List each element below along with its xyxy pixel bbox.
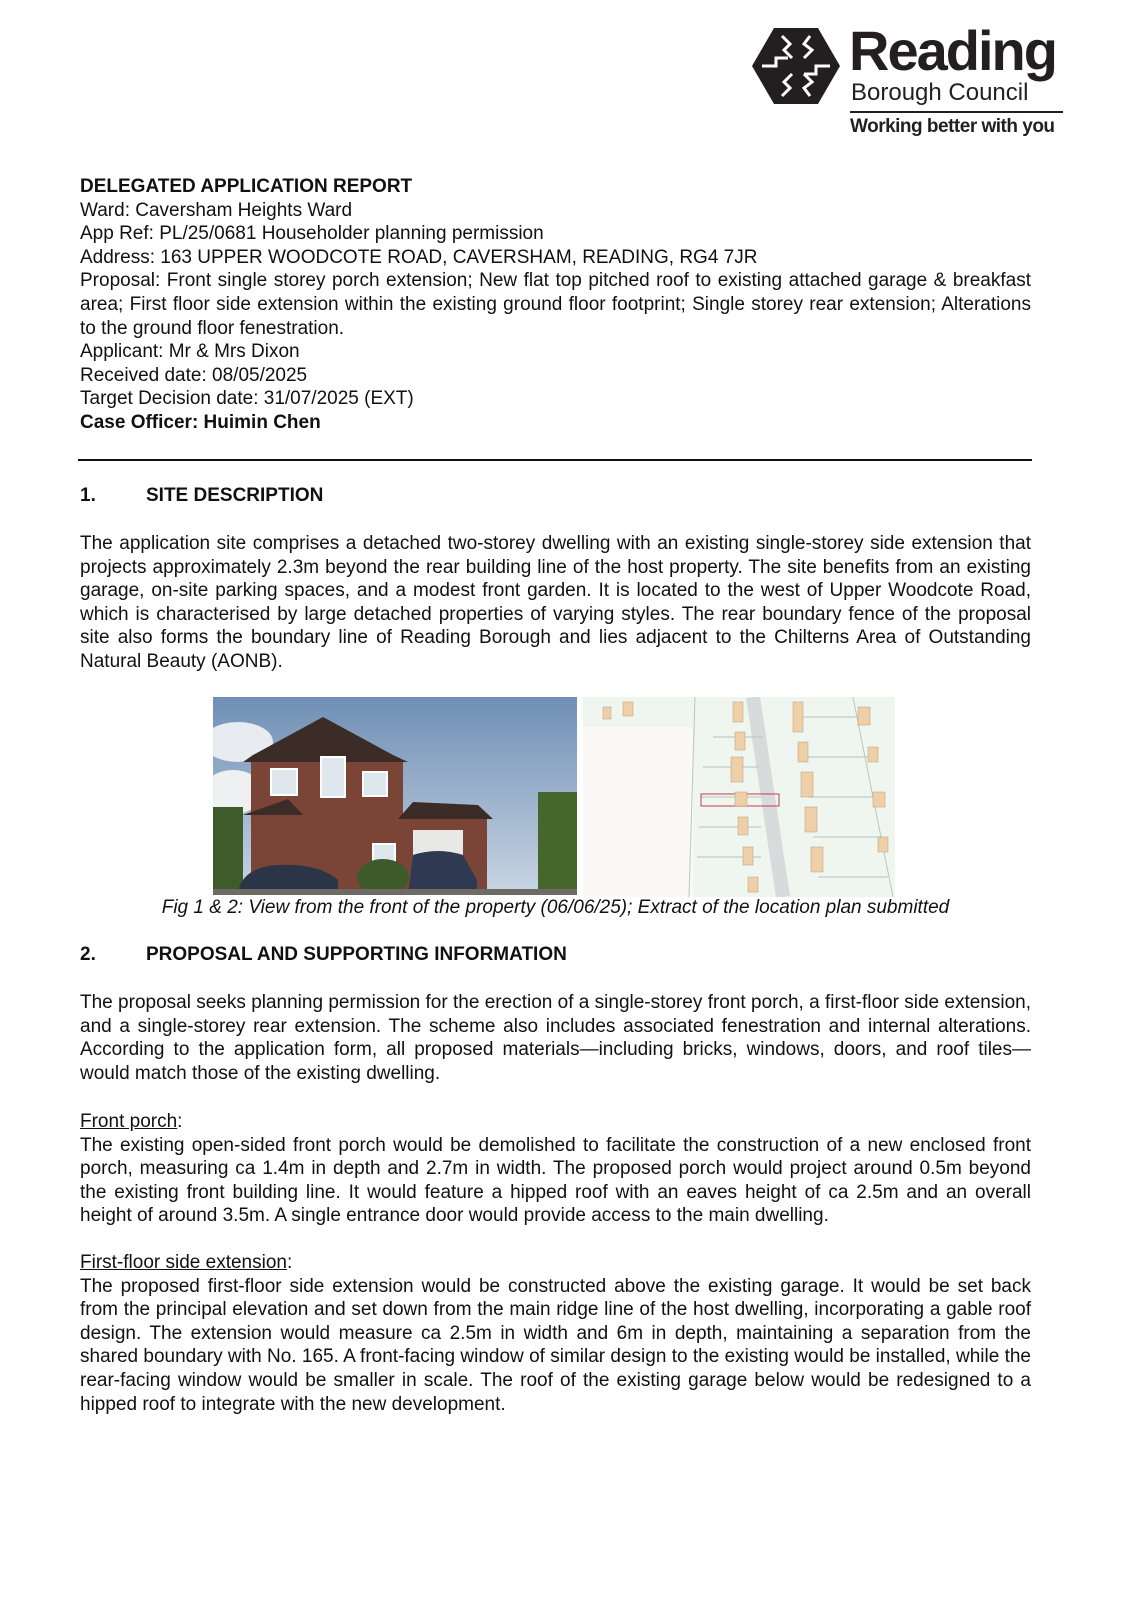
side-extension-subsection bbox=[80, 1251, 1031, 1416]
side-extension-text: The proposed first-floor side extension would be constructed above the existing garage. It would be set back from the principal elevation and set down from the main ridge line of the host dwelling, incorporating a gable roof design. The extension would measure ca 2.5m in width and 6m in depth, maintaining a separation from the shared boundary with No. 165. A front-facing window of similar design to the existing would be installed, while the rear-facing window would be smaller in scale. The roof of the existing garage below would be redesigned to a hipped roof to integrate with the new development. bbox=[80, 1275, 1031, 1415]
target-decision-date: Target Decision date: 31/07/2025 (EXT) bbox=[80, 388, 414, 410]
site-description-text: The application site comprises a detached two-storey dwelling with an existing single-storey side extension that projects approximately 2.3m beyond the rear building line of the host property. The site benefits from an existing garage, on-site parking spaces, and a modest front garden. It is located to the west of Upper Woodcote Road, which is characterised by large detached properties of varying styles. The rear boundary fence of the proposal site also forms the boundary line of Reading Borough and lies adjacent to the Chilterns Area of Outstanding Natural Beauty (AONB). bbox=[80, 533, 1031, 672]
council-logo bbox=[752, 19, 1067, 142]
section-title: PROPOSAL AND SUPPORTING INFORMATION bbox=[146, 944, 567, 965]
received-date: Received date: 08/05/2025 bbox=[80, 364, 308, 386]
location-plan-map bbox=[583, 697, 895, 897]
section-number: 1. bbox=[80, 485, 96, 506]
logo-name: Reading bbox=[849, 19, 1056, 82]
report-header bbox=[80, 175, 1031, 435]
property-photo bbox=[213, 697, 577, 895]
proposal: Proposal: Front single storey porch extension; New flat top pitched roof to existing attached garage & breakfast area; First floor side extension within the existing ground floor footprint; Single storey rear extension; Alterations to the ground floor fenestration. bbox=[80, 270, 1031, 339]
logo-subtitle: Borough Council bbox=[851, 79, 1029, 106]
divider bbox=[78, 459, 1032, 461]
report-title: DELEGATED APPLICATION REPORT bbox=[80, 176, 413, 197]
council-emblem-icon bbox=[752, 26, 840, 106]
section-heading-proposal bbox=[80, 944, 567, 966]
colon: : bbox=[286, 1252, 293, 1273]
ward: Ward: Caversham Heights Ward bbox=[80, 199, 353, 221]
applicant: Applicant: Mr & Mrs Dixon bbox=[80, 341, 300, 363]
app-ref: App Ref: PL/25/0681 Householder planning permission bbox=[80, 223, 544, 245]
case-officer: Case Officer: Huimin Chen bbox=[80, 411, 321, 433]
address: Address: 163 UPPER WOODCOTE ROAD, CAVERSHAM, READING, RG4 7JR bbox=[80, 246, 758, 268]
logo-tagline: Working better with you bbox=[850, 116, 1055, 137]
section-number: 2. bbox=[80, 944, 96, 965]
front-porch-subsection bbox=[80, 1110, 1031, 1228]
side-extension-heading: First-floor side extension bbox=[80, 1252, 287, 1273]
front-porch-heading: Front porch bbox=[80, 1111, 178, 1132]
front-porch-text: The existing open-sided front porch would be demolished to facilitate the construction of a new enclosed front porch, measuring ca 1.4m in depth and 2.7m in width. The proposed porch would project around 0.5m beyond the existing front building line. It would feature a hipped roof with an eaves height of ca 2.5m and an overall height of around 3.5m. A single entrance door would provide access to the main dwelling. bbox=[80, 1134, 1031, 1227]
section-title: SITE DESCRIPTION bbox=[146, 485, 324, 506]
colon: : bbox=[177, 1111, 183, 1132]
section-heading-site-description bbox=[80, 485, 323, 507]
logo-divider bbox=[850, 111, 1063, 113]
figure-caption: Fig 1 & 2: View from the front of the property (06/06/25); Extract of the location plan submitted bbox=[161, 897, 950, 918]
proposal-intro-text: The proposal seeks planning permission for the erection of a single-storey front porch, a first-floor side extension, and a single-storey rear extension. The scheme also includes associated fenestration and internal alterations. According to the application form, all proposed materials—including bricks, windows, doors, and roof tiles—would match those of the existing dwelling. bbox=[80, 992, 1031, 1084]
